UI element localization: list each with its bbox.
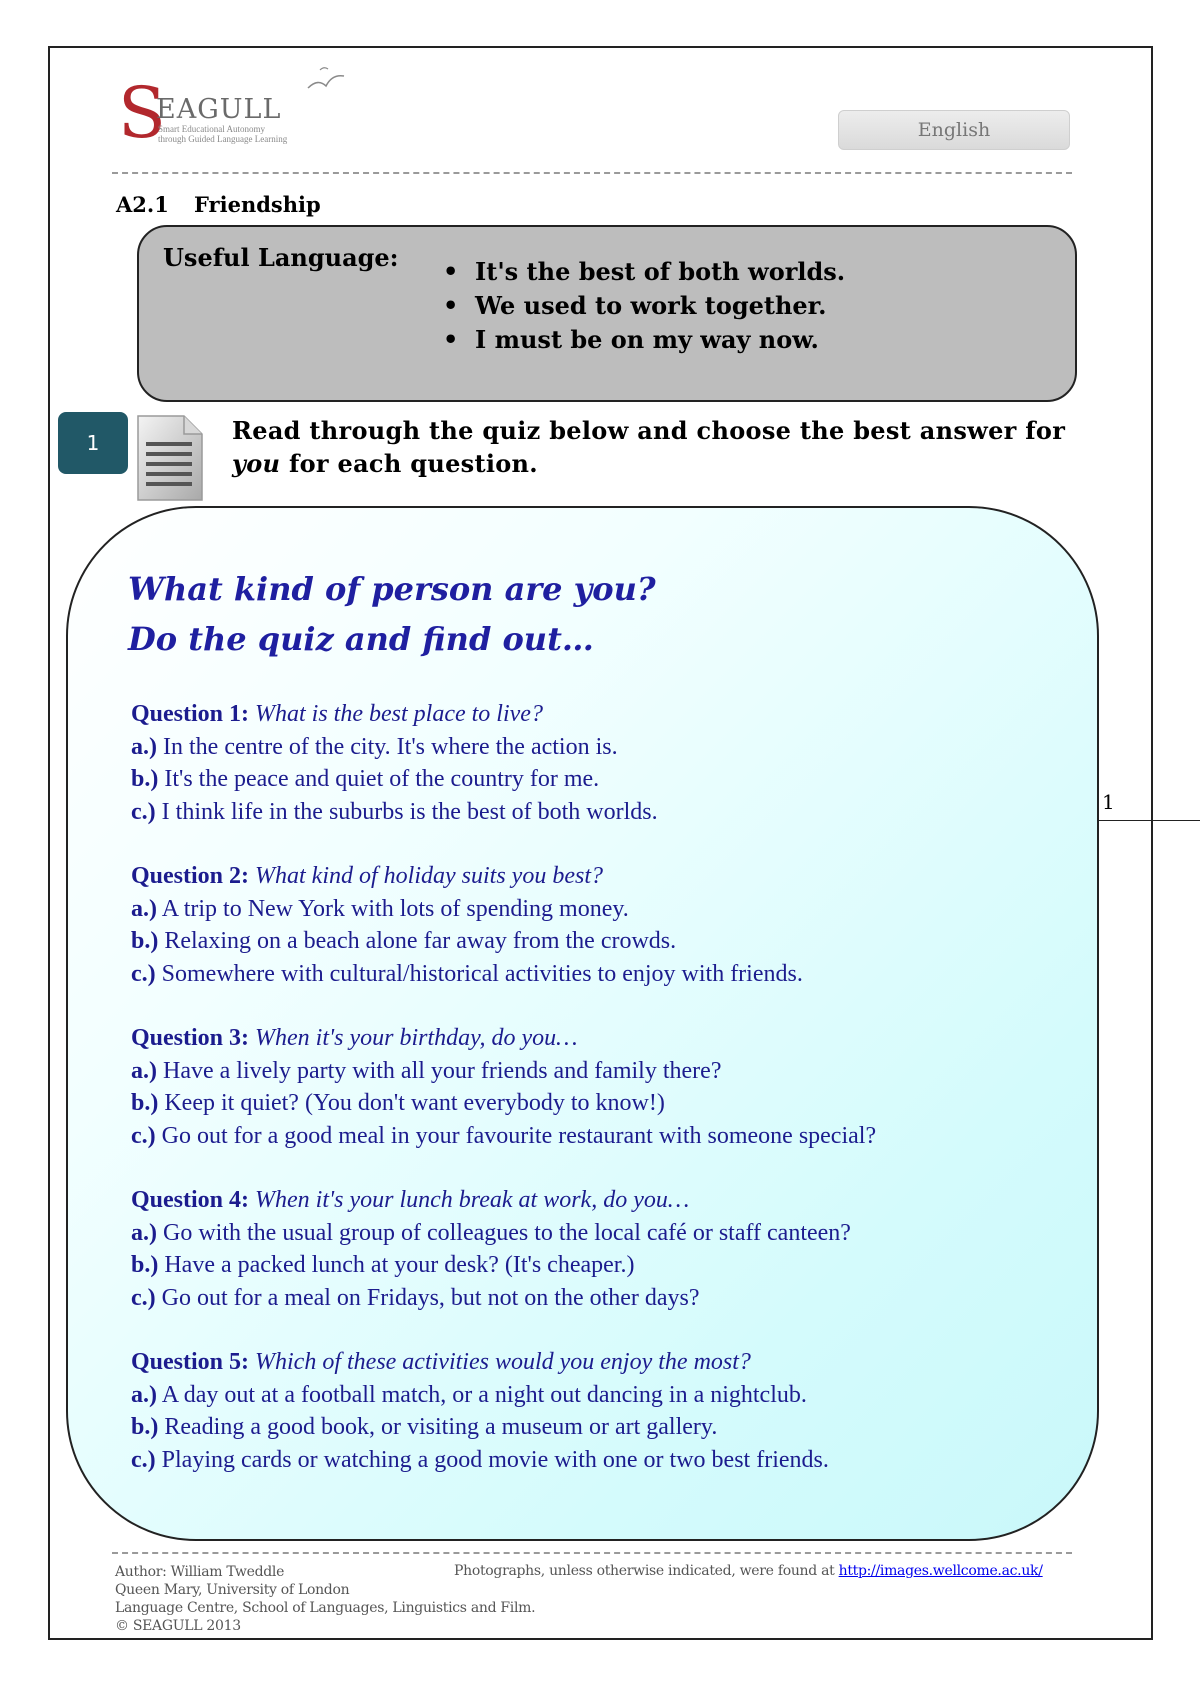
question-text: When it's your birthday, do you… xyxy=(255,1025,578,1051)
footer-author: Author: William Tweddle xyxy=(115,1564,285,1580)
option-letter: a.) xyxy=(131,733,157,760)
answer-option[interactable] xyxy=(131,1282,1071,1315)
question-label: Question 1: xyxy=(131,701,250,727)
useful-language-list xyxy=(439,255,845,357)
quiz-title: What kind of person are you? xyxy=(128,570,656,608)
quiz-question-3 xyxy=(131,1022,1071,1152)
language-label: English xyxy=(838,110,1070,150)
option-letter: a.) xyxy=(131,1381,157,1408)
question-label: Question 4: xyxy=(131,1187,250,1213)
question-label: Question 2: xyxy=(131,863,250,889)
document-icon xyxy=(134,414,206,504)
quiz-question-1 xyxy=(131,698,1071,828)
option-text: I think life in the suburbs is the best of both worlds. xyxy=(161,798,658,825)
option-letter: c.) xyxy=(131,1446,156,1473)
margin-note-line xyxy=(1098,820,1200,821)
useful-language-label: Useful Language: xyxy=(163,243,399,272)
answer-option[interactable] xyxy=(131,1055,1071,1088)
quiz-question-5 xyxy=(131,1346,1071,1476)
footer-photo-credit xyxy=(454,1563,1043,1579)
option-text: It's the peace and quiet of the country for me. xyxy=(164,766,600,792)
option-text: Reading a good book, or visiting a museum or art gallery. xyxy=(164,1414,718,1440)
useful-language-item: • It's the best of both worlds. xyxy=(439,255,845,289)
question-label: Question 5: xyxy=(131,1349,250,1375)
seagull-logo xyxy=(118,72,348,154)
useful-language-item: • I must be on my way now. xyxy=(439,323,845,357)
footer-department: Language Centre, School of Languages, Linguistics and Film. xyxy=(115,1600,536,1616)
option-text: Go with the usual group of colleagues to the local café or staff canteen? xyxy=(163,1219,851,1246)
option-letter: a.) xyxy=(131,1219,157,1246)
answer-option[interactable] xyxy=(131,1444,1071,1477)
task-number-badge: 1 xyxy=(58,412,128,474)
answer-option[interactable] xyxy=(131,893,1071,926)
option-letter: b.) xyxy=(131,1414,159,1440)
logo-tagline-1: Smart Educational Autonomy xyxy=(158,124,265,134)
answer-option[interactable] xyxy=(131,1217,1071,1250)
footer-divider xyxy=(112,1552,1072,1554)
option-letter: b.) xyxy=(131,1252,159,1278)
answer-option[interactable] xyxy=(131,1087,1071,1120)
header-divider xyxy=(112,172,1072,174)
answer-option[interactable] xyxy=(131,1249,1071,1282)
logo-word: EAGULL xyxy=(156,94,282,125)
margin-note-number: 1 xyxy=(1102,790,1115,814)
option-letter: b.) xyxy=(131,766,159,792)
option-text: Go out for a meal on Fridays, but not on the other days? xyxy=(161,1284,700,1311)
unit-title xyxy=(116,192,321,217)
answer-option[interactable] xyxy=(131,763,1071,796)
footer-copyright: © SEAGULL 2013 xyxy=(115,1618,241,1634)
quiz-question-4 xyxy=(131,1184,1071,1314)
option-text: Keep it quiet? (You don't want everybody to know!) xyxy=(164,1090,665,1116)
option-text: In the centre of the city. It's where the action is. xyxy=(163,733,618,760)
option-text: Go out for a good meal in your favourite restaurant with someone special? xyxy=(161,1122,877,1149)
option-letter: c.) xyxy=(131,798,156,825)
option-letter: c.) xyxy=(131,1122,156,1149)
quiz-subtitle: Do the quiz and find out… xyxy=(128,620,594,658)
question-text: What is the best place to live? xyxy=(255,701,543,727)
option-text: A day out at a football match, or a night out dancing in a nightclub. xyxy=(161,1381,807,1408)
photo-credit-text: Photographs, unless otherwise indicated, were found at xyxy=(454,1563,839,1579)
footer-institution: Queen Mary, University of London xyxy=(115,1582,350,1598)
task-text-emphasis: you xyxy=(232,449,281,478)
option-letter: b.) xyxy=(131,1090,159,1116)
option-text: Somewhere with cultural/historical activities to enjoy with friends. xyxy=(161,960,803,987)
answer-option[interactable] xyxy=(131,796,1071,829)
useful-language-item: • We used to work together. xyxy=(439,289,845,323)
answer-option[interactable] xyxy=(131,1411,1071,1444)
option-letter: a.) xyxy=(131,1057,157,1084)
option-text: A trip to New York with lots of spending money. xyxy=(161,895,629,922)
photo-credit-link[interactable]: http://images.wellcome.ac.uk/ xyxy=(838,1563,1043,1579)
task-text-after: for each question. xyxy=(280,449,538,478)
question-label: Question 3: xyxy=(131,1025,250,1051)
useful-language-box xyxy=(137,225,1077,402)
option-text: Relaxing on a beach alone far away from the crowds. xyxy=(164,928,677,954)
logo-tagline-2: through Guided Language Learning xyxy=(158,134,288,144)
option-text: Have a packed lunch at your desk? (It's cheaper.) xyxy=(164,1252,635,1278)
option-letter: b.) xyxy=(131,928,159,954)
answer-option[interactable] xyxy=(131,1379,1071,1412)
question-text: When it's your lunch break at work, do you… xyxy=(255,1187,690,1213)
option-letter: a.) xyxy=(131,895,157,922)
task-text-before: Read through the quiz below and choose the best answer for xyxy=(232,416,1066,445)
quiz-question-2 xyxy=(131,860,1071,990)
question-text: What kind of holiday suits you best? xyxy=(255,863,603,889)
seagull-bird-icon xyxy=(306,66,346,100)
option-letter: c.) xyxy=(131,1284,156,1311)
answer-option[interactable] xyxy=(131,925,1071,958)
answer-option[interactable] xyxy=(131,958,1071,991)
answer-option[interactable] xyxy=(131,731,1071,764)
answer-option[interactable] xyxy=(131,1120,1071,1153)
unit-name: Friendship xyxy=(194,192,321,217)
option-text: Have a lively party with all your friends and family there? xyxy=(163,1057,722,1084)
quiz-questions xyxy=(131,698,1071,1508)
unit-number: A2.1 xyxy=(116,192,169,217)
option-letter: c.) xyxy=(131,960,156,987)
option-text: Playing cards or watching a good movie with one or two best friends. xyxy=(161,1446,829,1473)
task-instruction xyxy=(232,414,1072,480)
logo-initial: S xyxy=(118,72,166,154)
question-text: Which of these activities would you enjoy the most? xyxy=(255,1349,751,1375)
